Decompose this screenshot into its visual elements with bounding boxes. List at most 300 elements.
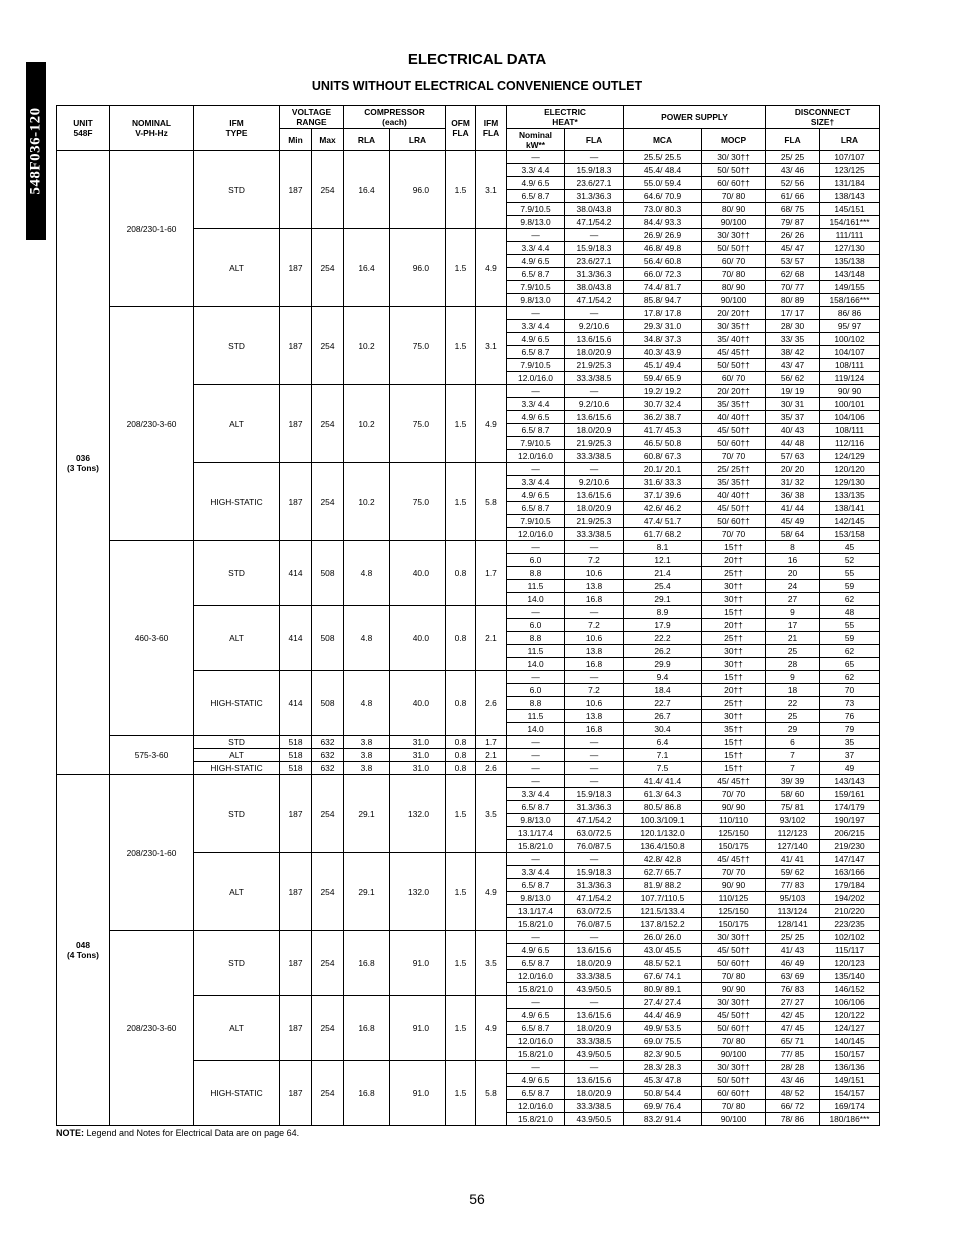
unit-section bbox=[57, 775, 880, 1126]
heat-fla-cell: 38.0/43.8 bbox=[565, 203, 624, 216]
disc-fla-cell: 40/ 43 bbox=[766, 424, 820, 437]
mca-cell: 45.1/ 49.4 bbox=[624, 359, 702, 372]
kw-cell: 3.3/ 4.4 bbox=[507, 320, 565, 333]
mocp-cell: 30/ 35†† bbox=[702, 320, 766, 333]
mocp-cell: 70/ 70 bbox=[702, 788, 766, 801]
heat-fla-cell: 33.3/38.5 bbox=[565, 450, 624, 463]
disc-fla-cell: 56/ 62 bbox=[766, 372, 820, 385]
voltage-max-cell: 254 bbox=[312, 229, 344, 307]
ifm-fla-cell: 1.7 bbox=[476, 736, 507, 749]
compressor-rla-cell: 16.4 bbox=[344, 229, 390, 307]
heat-fla-cell: 16.8 bbox=[565, 723, 624, 736]
kw-cell: 4.9/ 6.5 bbox=[507, 411, 565, 424]
mca-cell: 26.0/ 26.0 bbox=[624, 931, 702, 944]
disc-fla-cell: 128/141 bbox=[766, 918, 820, 931]
ifm-type-cell: ALT bbox=[194, 749, 280, 762]
kw-cell: 3.3/ 4.4 bbox=[507, 164, 565, 177]
disc-fla-cell: 27/ 27 bbox=[766, 996, 820, 1009]
heat-fla-cell: 38.0/43.8 bbox=[565, 281, 624, 294]
mocp-cell: 45/ 50†† bbox=[702, 1009, 766, 1022]
heat-fla-cell: 21.9/25.3 bbox=[565, 437, 624, 450]
ifm-fla-cell: 1.7 bbox=[476, 541, 507, 606]
mca-cell: 81.9/ 88.2 bbox=[624, 879, 702, 892]
kw-cell: — bbox=[507, 541, 565, 554]
disc-lra-cell: 159/161 bbox=[820, 788, 880, 801]
mca-cell: 83.2/ 91.4 bbox=[624, 1113, 702, 1126]
ifm-type-cell: STD bbox=[194, 307, 280, 385]
mca-cell: 85.8/ 94.7 bbox=[624, 294, 702, 307]
mocp-cell: 45/ 50†† bbox=[702, 944, 766, 957]
disc-lra-cell: 210/220 bbox=[820, 905, 880, 918]
table-row bbox=[57, 307, 880, 320]
voltage-max-cell: 632 bbox=[312, 749, 344, 762]
mocp-cell: 45/ 45†† bbox=[702, 346, 766, 359]
kw-cell: 15.8/21.0 bbox=[507, 1048, 565, 1061]
mca-cell: 62.7/ 65.7 bbox=[624, 866, 702, 879]
kw-cell: — bbox=[507, 853, 565, 866]
mca-cell: 12.1 bbox=[624, 554, 702, 567]
kw-cell: 6.5/ 8.7 bbox=[507, 502, 565, 515]
voltage-max-cell: 254 bbox=[312, 307, 344, 385]
disc-fla-cell: 38/ 42 bbox=[766, 346, 820, 359]
mocp-cell: 60/ 60†† bbox=[702, 1087, 766, 1100]
kw-cell: 12.0/16.0 bbox=[507, 528, 565, 541]
kw-cell: 6.5/ 8.7 bbox=[507, 957, 565, 970]
mca-cell: 40.3/ 43.9 bbox=[624, 346, 702, 359]
heat-fla-cell: 21.9/25.3 bbox=[565, 515, 624, 528]
heat-fla-cell: 13.6/15.6 bbox=[565, 489, 624, 502]
heat-fla-cell: 21.9/25.3 bbox=[565, 359, 624, 372]
voltage-min-cell: 187 bbox=[280, 151, 312, 229]
disc-lra-cell: 124/127 bbox=[820, 1022, 880, 1035]
disc-lra-cell: 65 bbox=[820, 658, 880, 671]
disc-fla-cell: 52/ 56 bbox=[766, 177, 820, 190]
ifm-fla-cell: 2.6 bbox=[476, 762, 507, 775]
mocp-cell: 50/ 60†† bbox=[702, 437, 766, 450]
heat-fla-cell: 31.3/36.3 bbox=[565, 801, 624, 814]
disc-fla-cell: 127/140 bbox=[766, 840, 820, 853]
compressor-lra-cell: 31.0 bbox=[390, 762, 446, 775]
mocp-cell: 50/ 60†† bbox=[702, 1022, 766, 1035]
disc-lra-cell: 142/145 bbox=[820, 515, 880, 528]
disc-lra-cell: 119/124 bbox=[820, 372, 880, 385]
heat-fla-cell: 33.3/38.5 bbox=[565, 1035, 624, 1048]
kw-cell: 4.9/ 6.5 bbox=[507, 177, 565, 190]
table-subtitle: UNITS WITHOUT ELECTRICAL CONVENIENCE OUTLET bbox=[311, 79, 643, 93]
header-mca: MCA bbox=[624, 129, 702, 151]
mocp-cell: 30/ 30†† bbox=[702, 1061, 766, 1074]
disc-lra-cell: 37 bbox=[820, 749, 880, 762]
header-ofm-fla: OFM FLA bbox=[446, 106, 476, 151]
disc-fla-cell: 68/ 75 bbox=[766, 203, 820, 216]
kw-cell: — bbox=[507, 931, 565, 944]
disc-fla-cell: 31/ 32 bbox=[766, 476, 820, 489]
header-mocp: MOCP bbox=[702, 129, 766, 151]
mca-cell: 49.9/ 53.5 bbox=[624, 1022, 702, 1035]
mca-cell: 26.7 bbox=[624, 710, 702, 723]
voltage-min-cell: 187 bbox=[280, 1061, 312, 1126]
disc-fla-cell: 22 bbox=[766, 697, 820, 710]
nominal-voltage-cell: 208/230-1-60 bbox=[110, 151, 194, 307]
kw-cell: 6.5/ 8.7 bbox=[507, 346, 565, 359]
kw-cell: 9.8/13.0 bbox=[507, 814, 565, 827]
kw-cell: 7.9/10.5 bbox=[507, 359, 565, 372]
kw-cell: 8.8 bbox=[507, 567, 565, 580]
compressor-lra-cell: 31.0 bbox=[390, 749, 446, 762]
mocp-cell: 60/ 70 bbox=[702, 255, 766, 268]
mocp-cell: 50/ 60†† bbox=[702, 515, 766, 528]
disc-fla-cell: 30/ 31 bbox=[766, 398, 820, 411]
disc-fla-cell: 24 bbox=[766, 580, 820, 593]
disc-fla-cell: 66/ 72 bbox=[766, 1100, 820, 1113]
kw-cell: — bbox=[507, 229, 565, 242]
ofm-fla-cell: 0.8 bbox=[446, 541, 476, 606]
ifm-type-cell: STD bbox=[194, 736, 280, 749]
compressor-lra-cell: 75.0 bbox=[390, 307, 446, 385]
mocp-cell: 50/ 60†† bbox=[702, 957, 766, 970]
disc-fla-cell: 18 bbox=[766, 684, 820, 697]
header-nominal: NOMINAL V-PH-Hz bbox=[110, 106, 194, 151]
heat-fla-cell: 13.6/15.6 bbox=[565, 411, 624, 424]
mca-cell: 20.1/ 20.1 bbox=[624, 463, 702, 476]
disc-lra-cell: 55 bbox=[820, 619, 880, 632]
mca-cell: 9.4 bbox=[624, 671, 702, 684]
mocp-cell: 150/175 bbox=[702, 918, 766, 931]
disc-lra-cell: 112/116 bbox=[820, 437, 880, 450]
disc-fla-cell: 77/ 85 bbox=[766, 1048, 820, 1061]
kw-cell: 11.5 bbox=[507, 580, 565, 593]
heat-fla-cell: 9.2/10.6 bbox=[565, 320, 624, 333]
heat-fla-cell: 18.0/20.9 bbox=[565, 957, 624, 970]
mca-cell: 45.4/ 48.4 bbox=[624, 164, 702, 177]
kw-cell: 8.8 bbox=[507, 697, 565, 710]
mocp-cell: 20/ 20†† bbox=[702, 307, 766, 320]
disc-lra-cell: 120/122 bbox=[820, 1009, 880, 1022]
mocp-cell: 15†† bbox=[702, 749, 766, 762]
unit-cell: 036 (3 Tons) bbox=[57, 151, 110, 775]
kw-cell: 6.0 bbox=[507, 684, 565, 697]
compressor-lra-cell: 75.0 bbox=[390, 385, 446, 463]
kw-cell: 6.5/ 8.7 bbox=[507, 879, 565, 892]
disc-fla-cell: 8 bbox=[766, 541, 820, 554]
disc-lra-cell: 149/155 bbox=[820, 281, 880, 294]
voltage-min-cell: 187 bbox=[280, 385, 312, 463]
mocp-cell: 90/100 bbox=[702, 1113, 766, 1126]
mca-cell: 137.8/152.2 bbox=[624, 918, 702, 931]
header-electric-heat: ELECTRIC HEAT* bbox=[507, 106, 624, 129]
kw-cell: 6.5/ 8.7 bbox=[507, 1022, 565, 1035]
table-row bbox=[57, 541, 880, 554]
mocp-cell: 60/ 70 bbox=[702, 372, 766, 385]
disc-lra-cell: 146/152 bbox=[820, 983, 880, 996]
heat-fla-cell: — bbox=[565, 853, 624, 866]
mca-cell: 59.4/ 65.9 bbox=[624, 372, 702, 385]
page-number: 56 bbox=[469, 1191, 485, 1207]
mocp-cell: 40/ 40†† bbox=[702, 411, 766, 424]
disc-fla-cell: 93/102 bbox=[766, 814, 820, 827]
disc-fla-cell: 47/ 45 bbox=[766, 1022, 820, 1035]
mocp-cell: 15†† bbox=[702, 736, 766, 749]
heat-fla-cell: 47.1/54.2 bbox=[565, 814, 624, 827]
compressor-lra-cell: 96.0 bbox=[390, 229, 446, 307]
ifm-type-cell: ALT bbox=[194, 385, 280, 463]
disc-fla-cell: 35/ 37 bbox=[766, 411, 820, 424]
heat-fla-cell: — bbox=[565, 996, 624, 1009]
ifm-type-cell: ALT bbox=[194, 606, 280, 671]
disc-lra-cell: 52 bbox=[820, 554, 880, 567]
compressor-rla-cell: 16.8 bbox=[344, 996, 390, 1061]
header-disconnect-lra: LRA bbox=[820, 129, 880, 151]
compressor-lra-cell: 132.0 bbox=[390, 853, 446, 931]
voltage-min-cell: 518 bbox=[280, 749, 312, 762]
kw-cell: 11.5 bbox=[507, 710, 565, 723]
heat-fla-cell: 47.1/54.2 bbox=[565, 294, 624, 307]
mocp-cell: 45/ 50†† bbox=[702, 502, 766, 515]
nominal-voltage-cell: 208/230-3-60 bbox=[110, 307, 194, 541]
disc-fla-cell: 28 bbox=[766, 658, 820, 671]
mca-cell: 41.7/ 45.3 bbox=[624, 424, 702, 437]
disc-fla-cell: 63/ 69 bbox=[766, 970, 820, 983]
kw-cell: 3.3/ 4.4 bbox=[507, 476, 565, 489]
disc-lra-cell: 135/138 bbox=[820, 255, 880, 268]
mocp-cell: 50/ 50†† bbox=[702, 242, 766, 255]
kw-cell: 15.8/21.0 bbox=[507, 1113, 565, 1126]
ifm-fla-cell: 3.1 bbox=[476, 307, 507, 385]
mocp-cell: 45/ 45†† bbox=[702, 775, 766, 788]
disc-lra-cell: 129/130 bbox=[820, 476, 880, 489]
header-power-supply: POWER SUPPLY bbox=[624, 106, 766, 129]
compressor-rla-cell: 4.8 bbox=[344, 671, 390, 736]
disc-fla-cell: 26/ 26 bbox=[766, 229, 820, 242]
ifm-type-cell: ALT bbox=[194, 229, 280, 307]
compressor-rla-cell: 29.1 bbox=[344, 775, 390, 853]
kw-cell: — bbox=[507, 463, 565, 476]
mca-cell: 42.8/ 42.8 bbox=[624, 853, 702, 866]
disc-fla-cell: 16 bbox=[766, 554, 820, 567]
nominal-voltage-cell: 208/230-3-60 bbox=[110, 931, 194, 1126]
compressor-rla-cell: 4.8 bbox=[344, 606, 390, 671]
heat-fla-cell: 76.0/87.5 bbox=[565, 918, 624, 931]
disc-lra-cell: 145/151 bbox=[820, 203, 880, 216]
mca-cell: 25.5/ 25.5 bbox=[624, 151, 702, 164]
mocp-cell: 35/ 35†† bbox=[702, 476, 766, 489]
disc-fla-cell: 27 bbox=[766, 593, 820, 606]
ifm-type-cell: STD bbox=[194, 151, 280, 229]
disc-fla-cell: 58/ 60 bbox=[766, 788, 820, 801]
unit-section bbox=[57, 151, 880, 775]
mocp-cell: 125/150 bbox=[702, 905, 766, 918]
table-row bbox=[57, 736, 880, 749]
disc-fla-cell: 58/ 64 bbox=[766, 528, 820, 541]
mocp-cell: 30/ 30†† bbox=[702, 931, 766, 944]
nominal-voltage-cell: 208/230-1-60 bbox=[110, 775, 194, 931]
mocp-cell: 70/ 80 bbox=[702, 970, 766, 983]
mca-cell: 60.8/ 67.3 bbox=[624, 450, 702, 463]
voltage-max-cell: 254 bbox=[312, 1061, 344, 1126]
heat-fla-cell: — bbox=[565, 931, 624, 944]
voltage-max-cell: 632 bbox=[312, 762, 344, 775]
voltage-max-cell: 508 bbox=[312, 606, 344, 671]
heat-fla-cell: 63.0/72.5 bbox=[565, 827, 624, 840]
ofm-fla-cell: 0.8 bbox=[446, 671, 476, 736]
header-unit: UNIT 548F bbox=[57, 106, 110, 151]
mocp-cell: 45/ 50†† bbox=[702, 424, 766, 437]
kw-cell: — bbox=[507, 307, 565, 320]
disc-fla-cell: 33/ 35 bbox=[766, 333, 820, 346]
disc-lra-cell: 59 bbox=[820, 632, 880, 645]
heat-fla-cell: 23.6/27.1 bbox=[565, 255, 624, 268]
heat-fla-cell: 33.3/38.5 bbox=[565, 372, 624, 385]
heat-fla-cell: 63.0/72.5 bbox=[565, 905, 624, 918]
disc-fla-cell: 21 bbox=[766, 632, 820, 645]
ofm-fla-cell: 1.5 bbox=[446, 931, 476, 996]
header-max: Max bbox=[312, 129, 344, 151]
mocp-cell: 30†† bbox=[702, 593, 766, 606]
kw-cell: 4.9/ 6.5 bbox=[507, 1074, 565, 1087]
disc-fla-cell: 25 bbox=[766, 710, 820, 723]
disc-fla-cell: 17 bbox=[766, 619, 820, 632]
heat-fla-cell: 13.6/15.6 bbox=[565, 1074, 624, 1087]
ifm-type-cell: STD bbox=[194, 775, 280, 853]
disc-fla-cell: 43/ 47 bbox=[766, 359, 820, 372]
heat-fla-cell: 43.9/50.5 bbox=[565, 983, 624, 996]
disc-lra-cell: 107/107 bbox=[820, 151, 880, 164]
disc-lra-cell: 35 bbox=[820, 736, 880, 749]
disc-fla-cell: 6 bbox=[766, 736, 820, 749]
kw-cell: 12.0/16.0 bbox=[507, 372, 565, 385]
header-lra: LRA bbox=[390, 129, 446, 151]
compressor-lra-cell: 40.0 bbox=[390, 606, 446, 671]
mca-cell: 21.4 bbox=[624, 567, 702, 580]
heat-fla-cell: 9.2/10.6 bbox=[565, 398, 624, 411]
mocp-cell: 70/ 70 bbox=[702, 866, 766, 879]
ofm-fla-cell: 0.8 bbox=[446, 606, 476, 671]
disc-lra-cell: 123/125 bbox=[820, 164, 880, 177]
compressor-rla-cell: 10.2 bbox=[344, 385, 390, 463]
mocp-cell: 30/ 30†† bbox=[702, 996, 766, 1009]
mca-cell: 107.7/110.5 bbox=[624, 892, 702, 905]
disc-fla-cell: 57/ 63 bbox=[766, 450, 820, 463]
heat-fla-cell: 10.6 bbox=[565, 632, 624, 645]
kw-cell: 6.5/ 8.7 bbox=[507, 190, 565, 203]
kw-cell: 6.5/ 8.7 bbox=[507, 424, 565, 437]
kw-cell: 11.5 bbox=[507, 645, 565, 658]
kw-cell: — bbox=[507, 775, 565, 788]
kw-cell: — bbox=[507, 736, 565, 749]
mca-cell: 29.9 bbox=[624, 658, 702, 671]
mca-cell: 7.5 bbox=[624, 762, 702, 775]
voltage-min-cell: 414 bbox=[280, 606, 312, 671]
ofm-fla-cell: 1.5 bbox=[446, 229, 476, 307]
mca-cell: 100.3/109.1 bbox=[624, 814, 702, 827]
disc-lra-cell: 143/143 bbox=[820, 775, 880, 788]
voltage-max-cell: 508 bbox=[312, 671, 344, 736]
heat-fla-cell: 76.0/87.5 bbox=[565, 840, 624, 853]
ifm-type-cell: HIGH-STATIC bbox=[194, 1061, 280, 1126]
heat-fla-cell: 13.8 bbox=[565, 580, 624, 593]
kw-cell: 3.3/ 4.4 bbox=[507, 242, 565, 255]
kw-cell: 15.8/21.0 bbox=[507, 983, 565, 996]
ofm-fla-cell: 1.5 bbox=[446, 385, 476, 463]
disc-fla-cell: 25/ 25 bbox=[766, 931, 820, 944]
disc-fla-cell: 62/ 68 bbox=[766, 268, 820, 281]
mca-cell: 136.4/150.8 bbox=[624, 840, 702, 853]
heat-fla-cell: 31.3/36.3 bbox=[565, 879, 624, 892]
voltage-max-cell: 254 bbox=[312, 151, 344, 229]
disc-lra-cell: 120/120 bbox=[820, 463, 880, 476]
disc-lra-cell: 108/111 bbox=[820, 359, 880, 372]
ifm-fla-cell: 3.1 bbox=[476, 151, 507, 229]
disc-fla-cell: 45/ 47 bbox=[766, 242, 820, 255]
disc-lra-cell: 90/ 90 bbox=[820, 385, 880, 398]
disc-lra-cell: 111/111 bbox=[820, 229, 880, 242]
disc-lra-cell: 133/135 bbox=[820, 489, 880, 502]
mocp-cell: 90/ 90 bbox=[702, 879, 766, 892]
mca-cell: 30.7/ 32.4 bbox=[624, 398, 702, 411]
compressor-rla-cell: 3.8 bbox=[344, 749, 390, 762]
heat-fla-cell: — bbox=[565, 307, 624, 320]
disc-lra-cell: 104/106 bbox=[820, 411, 880, 424]
disc-fla-cell: 7 bbox=[766, 762, 820, 775]
kw-cell: 4.9/ 6.5 bbox=[507, 489, 565, 502]
mca-cell: 82.3/ 90.5 bbox=[624, 1048, 702, 1061]
disc-fla-cell: 9 bbox=[766, 671, 820, 684]
mocp-cell: 90/100 bbox=[702, 1048, 766, 1061]
mca-cell: 69.0/ 75.5 bbox=[624, 1035, 702, 1048]
compressor-rla-cell: 16.8 bbox=[344, 1061, 390, 1126]
heat-fla-cell: — bbox=[565, 606, 624, 619]
disc-fla-cell: 42/ 45 bbox=[766, 1009, 820, 1022]
mocp-cell: 30/ 30†† bbox=[702, 151, 766, 164]
kw-cell: 12.0/16.0 bbox=[507, 1100, 565, 1113]
kw-cell: 8.8 bbox=[507, 632, 565, 645]
mocp-cell: 70/ 80 bbox=[702, 1035, 766, 1048]
kw-cell: 7.9/10.5 bbox=[507, 515, 565, 528]
voltage-min-cell: 414 bbox=[280, 671, 312, 736]
disc-lra-cell: 62 bbox=[820, 645, 880, 658]
disc-fla-cell: 65/ 71 bbox=[766, 1035, 820, 1048]
voltage-min-cell: 518 bbox=[280, 736, 312, 749]
heat-fla-cell: 10.6 bbox=[565, 567, 624, 580]
mca-cell: 8.9 bbox=[624, 606, 702, 619]
mocp-cell: 70/ 80 bbox=[702, 190, 766, 203]
compressor-rla-cell: 4.8 bbox=[344, 541, 390, 606]
mca-cell: 41.4/ 41.4 bbox=[624, 775, 702, 788]
note-text: Legend and Notes for Electrical Data are on page 64. bbox=[84, 1128, 300, 1138]
compressor-rla-cell: 29.1 bbox=[344, 853, 390, 931]
kw-cell: 6.5/ 8.7 bbox=[507, 268, 565, 281]
mca-cell: 22.2 bbox=[624, 632, 702, 645]
disc-lra-cell: 180/186*** bbox=[820, 1113, 880, 1126]
disc-fla-cell: 45/ 49 bbox=[766, 515, 820, 528]
heat-fla-cell: — bbox=[565, 749, 624, 762]
disc-lra-cell: 95/ 97 bbox=[820, 320, 880, 333]
mocp-cell: 25†† bbox=[702, 697, 766, 710]
heat-fla-cell: 7.2 bbox=[565, 554, 624, 567]
kw-cell: 12.0/16.0 bbox=[507, 450, 565, 463]
disc-lra-cell: 62 bbox=[820, 593, 880, 606]
heat-fla-cell: — bbox=[565, 762, 624, 775]
kw-cell: 12.0/16.0 bbox=[507, 1035, 565, 1048]
disc-fla-cell: 41/ 41 bbox=[766, 853, 820, 866]
kw-cell: 7.9/10.5 bbox=[507, 437, 565, 450]
kw-cell: 13.1/17.4 bbox=[507, 827, 565, 840]
header-compressor: COMPRESSOR (each) bbox=[344, 106, 446, 129]
disc-lra-cell: 158/166*** bbox=[820, 294, 880, 307]
mocp-cell: 90/100 bbox=[702, 216, 766, 229]
heat-fla-cell: 43.9/50.5 bbox=[565, 1048, 624, 1061]
disc-lra-cell: 120/123 bbox=[820, 957, 880, 970]
